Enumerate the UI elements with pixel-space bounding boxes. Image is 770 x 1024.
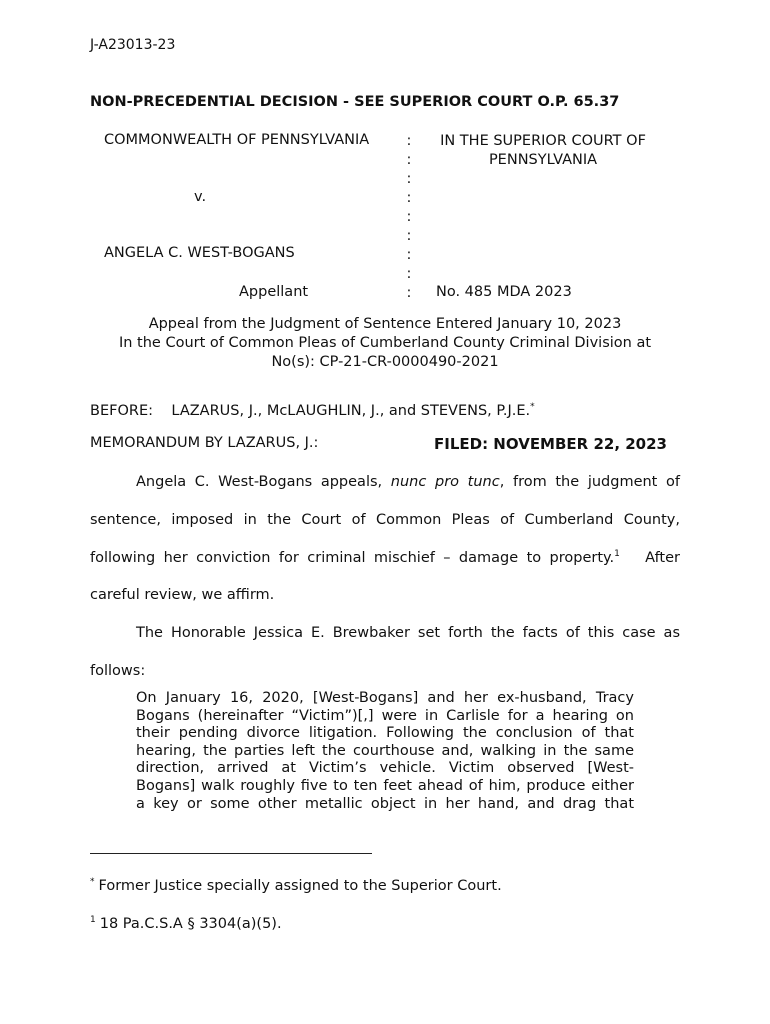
body-line [90,474,680,490]
appeal-line-1: Appeal from the Judgment of Sentence Entered January 10, 2023 [148,316,622,332]
body-line [90,625,680,641]
body-line: careful review, we affirm. [90,587,275,603]
panel-line [90,402,535,419]
body-text: , from the judgment of [499,474,680,490]
filed-date: FILED: NOVEMBER 22, 2023 [434,435,667,453]
panel-footnote-mark: * [530,402,535,412]
non-precedential-notice: NON-PRECEDENTIAL DECISION - SEE SUPERIOR COURT O.P. 65.37 [90,94,620,110]
footnote-1-text: 18 Pa.C.S.A § 3304(a)(5). [99,915,282,932]
footnote-star-text: Former Justice specially assigned to the Superior Court. [98,877,502,894]
footnote-1-mark: 1 [90,915,96,925]
body-text: The Honorable Jessica E. Brewbaker set forth the facts of this case as [136,625,680,641]
quote-line: their pending divorce litigation. Following the conclusion of that [136,725,634,742]
appeal-line-2: In the Court of Common Pleas of Cumberland County Criminal Division at [118,335,652,351]
caption-versus: v. [194,189,207,205]
caption-defendant: ANGELA C. WEST-BOGANS [104,245,295,261]
block-quote [136,690,634,813]
quote-line: Bogans] walk roughly five to ten feet ahead of him, produce either [136,777,634,794]
body-text: following her conviction for criminal mischief – damage to property. [90,549,615,566]
before-label: BEFORE: [90,402,153,419]
appeal-statement [90,315,680,372]
footnote-star-mark: * [90,877,95,887]
body-line: sentence, imposed in the Court of Common Pleas of Cumberland County, [90,512,680,528]
document-id: J-A23013-23 [90,37,176,53]
body-line: follows: [90,663,146,679]
body-line [90,549,680,566]
docket-number: No. 485 MDA 2023 [436,284,572,300]
quote-line: a key or some other metallic object in her hand, and drag that [136,795,634,812]
body-italic: nunc pro tunc [390,474,500,490]
appeal-line-3: No(s): CP-21-CR-0000490-2021 [271,354,499,370]
quote-line: On January 16, 2020, [West-Bogans] and her ex-husband, Tracy [136,690,634,706]
footnote-star [90,877,502,894]
body-text: After [645,549,680,566]
quote-line: Bogans (hereinafter “Victim”)[,] were in Carlisle for a hearing on [136,707,634,724]
footnote-divider [90,853,372,854]
quote-line: direction, arrived at Victim’s vehicle. Victim observed [West- [136,760,634,777]
caption-plaintiff: COMMONWEALTH OF PENNSYLVANIA [104,132,370,148]
quote-line: hearing, the parties left the courthouse and, walking in the same [136,742,634,759]
footnote-ref-1[interactable]: 1 [614,549,620,559]
memorandum-author: MEMORANDUM BY LAZARUS, J.: [90,435,319,451]
panel-judges: LAZARUS, J., McLAUGHLIN, J., and STEVENS, P.J.E. [171,402,531,419]
body-text: Angela C. West-Bogans appeals, [136,474,391,490]
caption-colon-separator: : : : : : : : : : [406,133,412,301]
caption-court: IN THE SUPERIOR COURT OF PENNSYLVANIA [440,133,646,168]
footnote-1 [90,915,282,932]
caption-role: Appellant [239,284,309,300]
